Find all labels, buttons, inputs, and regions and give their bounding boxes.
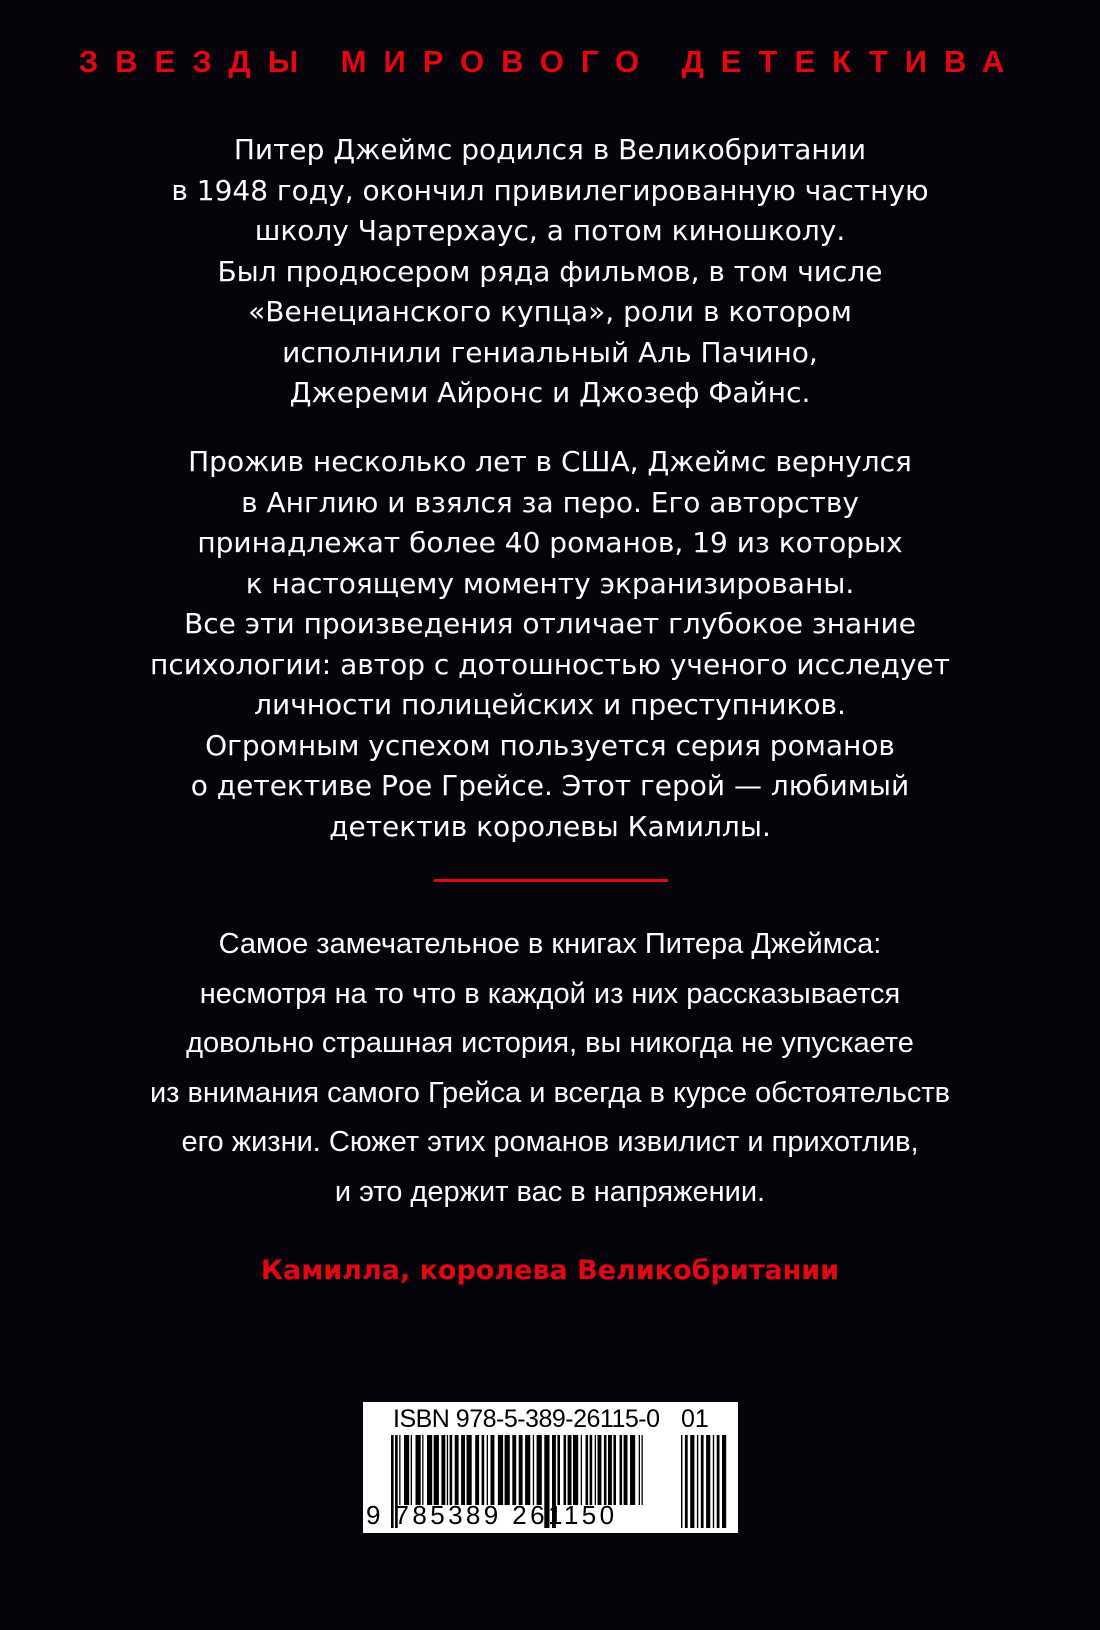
barcode-bar (455, 1435, 459, 1505)
barcode-bar (475, 1435, 479, 1505)
barcode-bar (620, 1435, 623, 1505)
barcode-bar (525, 1435, 530, 1505)
barcode-bar (519, 1435, 523, 1505)
addon-bar (713, 1435, 714, 1528)
text-line: Огромным успехом пользуется серия романов (205, 728, 895, 762)
text-line: исполнили гениальный Аль Пачино, (282, 335, 818, 369)
barcode-bar (482, 1435, 485, 1505)
text-line: Джереми Айронс и Джозеф Файнс. (289, 376, 811, 409)
text-line: Питер Джеймс родился в Великобритании (233, 133, 867, 166)
text-line: в 1948 году, окончил привилегированную частную (171, 173, 929, 207)
addon-bar (706, 1435, 710, 1528)
barcode-bar (422, 1435, 423, 1505)
text-line: Прожив несколько лет в США, Джеймс вернулся (188, 445, 912, 478)
isbn-barcode (363, 1402, 738, 1533)
text-line: психологии: автор с дотошностью ученого исследует (150, 647, 950, 681)
addon-bar (685, 1435, 688, 1528)
barcode-bar (590, 1435, 593, 1505)
text-line: Все эти произведения отличает глубокое знание (184, 607, 916, 640)
barcode-bar (404, 1435, 409, 1505)
addon-bar (722, 1435, 726, 1528)
text-line: довольно страшная история, вы никогда не упускаете (186, 1027, 914, 1059)
barcode-bar (630, 1435, 635, 1505)
series-title: ЗВЕЗДЫ МИРОВОГО ДЕТЕКТИВА (78, 44, 1022, 79)
barcode-bar (399, 1435, 400, 1505)
text-line: «Венецианского купца», роли в котором (248, 295, 852, 328)
addon-bar (690, 1435, 694, 1528)
text-line: Самое замечательное в книгах Питера Джеймса: (218, 928, 882, 960)
barcode-bar (533, 1435, 534, 1505)
text-line: его жизни. Сюжет этих романов извилист и прихотлив, (181, 1126, 919, 1158)
barcode-bar (573, 1435, 578, 1505)
barcode-bar (642, 1435, 643, 1505)
barcode-bar (557, 1435, 560, 1505)
barcode-bar (505, 1435, 510, 1505)
barcode-bar (434, 1435, 439, 1505)
barcode-bar (467, 1435, 472, 1505)
barcode-bar (595, 1435, 596, 1505)
bio-paragraph-2 (0, 442, 1100, 847)
barcode-bar (416, 1435, 421, 1505)
barcode-bar (581, 1435, 582, 1505)
addon-bar (681, 1435, 682, 1528)
text-line: к настоящему моменту экранизированы. (245, 566, 855, 600)
text-line: принадлежат более 40 романов, 19 из которых (197, 526, 903, 559)
quote (0, 920, 1100, 1217)
barcode-bar (441, 1435, 445, 1505)
barcode-bar (487, 1435, 488, 1505)
text-line: Был продюсером ряда фильмов, в том числе (217, 254, 883, 288)
barcode-bar (491, 1435, 495, 1505)
barcode-bar (537, 1435, 542, 1505)
barcode-bar (613, 1435, 616, 1505)
barcode-bar (564, 1435, 567, 1505)
isbn-addon: 01 (681, 1405, 709, 1433)
text-line: в Англию и взялся за перо. Его авторству (241, 485, 859, 519)
text-line: о детективе Рое Грейсе. Этот герой — любимый (190, 769, 910, 802)
red-divider (434, 879, 668, 882)
text-line: несмотря на то что в каждой из них рассказывается (199, 977, 901, 1010)
addon-bar (701, 1435, 704, 1528)
barcode-bar (598, 1435, 602, 1505)
barcode-bar (586, 1435, 589, 1505)
bio-paragraph-1 (0, 130, 1100, 414)
addon-bar (717, 1435, 720, 1528)
quote-author: Камилла, королева Великобритании (260, 1255, 840, 1286)
barcode-bar (604, 1435, 607, 1505)
text-line: из внимания самого Грейса и всегда в курсе обстоятельств (149, 1076, 951, 1109)
ean-digits: 9 785389 261150 (366, 1500, 618, 1530)
isbn-label: ISBN 978-5-389-26115-0 (393, 1405, 660, 1433)
barcode-bar (498, 1435, 503, 1505)
barcode-bar (512, 1435, 516, 1505)
barcode-bar (608, 1435, 612, 1505)
text-line: школу Чартерхаус, а потом киношколу. (254, 214, 846, 247)
barcode-bar (447, 1435, 448, 1505)
text-line: детектив королевы Камиллы. (329, 809, 771, 843)
barcode-bar (624, 1435, 628, 1505)
barcode-bar (427, 1435, 432, 1505)
barcode-bar (450, 1435, 453, 1505)
text-line: и это держит вас в напряжении. (334, 1175, 766, 1208)
barcode-bar (568, 1435, 572, 1505)
barcode-bar (461, 1435, 465, 1505)
text-line: личности полицейских и преступников. (254, 688, 846, 721)
addon-bar (697, 1435, 698, 1528)
barcode-bar (411, 1435, 412, 1505)
barcode-bar (639, 1435, 640, 1505)
